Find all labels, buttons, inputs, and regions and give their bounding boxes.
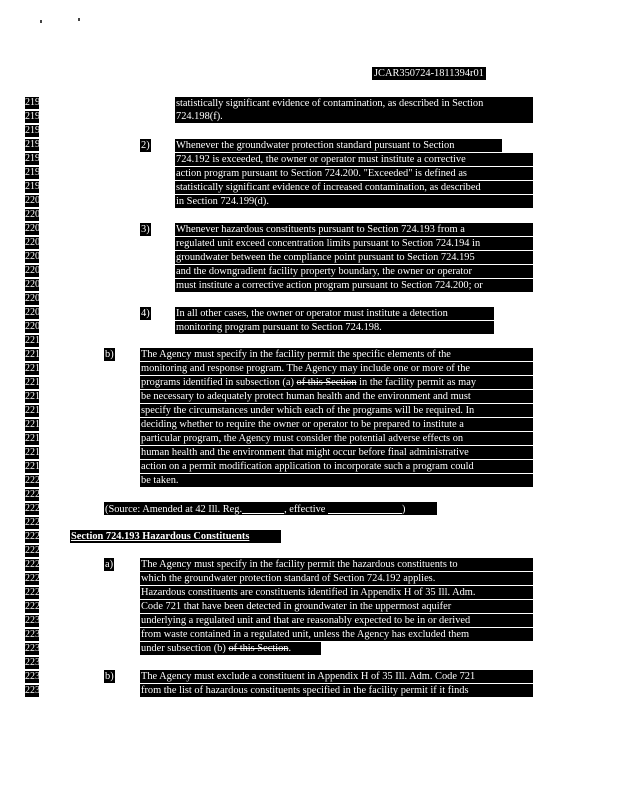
para-b-line: deciding whether to require the owner or operator to be prepared to institute a [140, 418, 533, 431]
line-number: 2211 [25, 349, 45, 360]
line-number: 2218 [25, 447, 45, 458]
para-c3-line: groundwater between the compliance point pursuant to Section 724.195 [175, 251, 533, 264]
para-sb-line: The Agency must exclude a constituent in Appendix H of 35 Ill. Adm. Code 721 [140, 670, 533, 683]
source-prefix: (Source: Amended at 42 Ill. Reg. [105, 504, 243, 515]
line-number: 2217 [25, 433, 45, 444]
line-number: 2227 [25, 573, 45, 584]
line-number: 2196 [25, 139, 45, 150]
para-b-label: b) [105, 349, 114, 360]
source-mid: , effective [284, 504, 326, 515]
line-number: 2222 [25, 503, 45, 514]
line-number: 2199 [25, 181, 45, 192]
line-number: 2216 [25, 419, 45, 430]
para-c2-line: Whenever the groundwater protection standard pursuant to Section [175, 139, 502, 152]
line-number: 2197 [25, 153, 45, 164]
line-number: 2233 [25, 657, 45, 668]
para-b-line: human health and the environment that might occur before final administrative [140, 446, 533, 459]
line-number: 2220 [25, 475, 45, 486]
para-sa-line: The Agency must specify in the facility permit the hazardous constituents to [140, 558, 533, 571]
para-b-line: particular program, the Agency must consider the potential adverse effects on [140, 432, 533, 445]
line-number: 2195 [25, 125, 45, 136]
line-number: 2194 [25, 111, 45, 122]
para-c2-line: in Section 724.199(d). [175, 195, 533, 208]
line-number: 2231 [25, 629, 45, 640]
para-c4-label: 4) [141, 308, 150, 319]
line-number: 2214 [25, 391, 45, 402]
line-number: 2230 [25, 615, 45, 626]
source-suffix: ) [402, 504, 406, 515]
para-c2-line: 724.192 is exceeded, the owner or operator must institute a corrective [175, 153, 533, 166]
para-b-line: specify the circumstances under which each of the programs will be required. In [140, 404, 533, 417]
line-number: 2219 [25, 461, 45, 472]
para-sa-line: Hazardous constituents are constituents identified in Appendix H of 35 Ill. Adm. [140, 586, 533, 599]
section-title: Section 724.193 Hazardous Constituents [70, 530, 281, 543]
line-number: 2232 [25, 643, 45, 654]
line-number: 2213 [25, 377, 45, 388]
line-number: 2235 [25, 685, 45, 696]
struck-text: of this Section [228, 643, 289, 654]
line-number: 2206 [25, 279, 45, 290]
source-note [104, 502, 437, 515]
blank-field [328, 502, 402, 514]
para-c4-line: In all other cases, the owner or operator must institute a detection [175, 307, 494, 320]
para-c4-line: monitoring program pursuant to Section 724.198. [175, 321, 494, 334]
line-number: 2223 [25, 517, 45, 528]
para-sa-label: a) [105, 559, 114, 570]
para-c3-label: 3) [141, 224, 150, 235]
line-number: 2204 [25, 251, 45, 262]
blank-field [242, 502, 284, 514]
para-c1-line: 724.198(f). [175, 110, 533, 123]
document-code: JCAR350724-1811394r01 [374, 68, 484, 79]
line-number: 2224 [25, 531, 45, 542]
line-number: 2193 [25, 97, 45, 108]
text-kept: under subsection (b) [141, 643, 229, 654]
line-number: 2203 [25, 237, 45, 248]
para-b-line: be taken. [140, 474, 533, 487]
para-b-line: The Agency must specify in the facility permit the specific elements of the [140, 348, 533, 361]
para-c2-label: 2) [141, 140, 150, 151]
line-number: 2198 [25, 167, 45, 178]
line-number: 2229 [25, 601, 45, 612]
para-b-line: monitoring and response program. The Agency may include one or more of the [140, 362, 533, 375]
line-number: 2228 [25, 587, 45, 598]
line-number: 2215 [25, 405, 45, 416]
line-number: 2202 [25, 223, 45, 234]
line-number: 2209 [25, 321, 45, 332]
para-b-line-amended [140, 376, 533, 389]
line-number: 2212 [25, 363, 45, 374]
text-kept: . [288, 643, 292, 654]
line-number: 2208 [25, 307, 45, 318]
para-b-line: action on a permit modification application to incorporate such a program could [140, 460, 533, 473]
para-sa-line-amended [140, 642, 321, 655]
line-number: 2226 [25, 559, 45, 570]
para-c1-line: statistically significant evidence of contamination, as described in Section [175, 97, 533, 110]
para-b-line: be necessary to adequately protect human health and the environment and must [140, 390, 533, 403]
para-sa-line: from waste contained in a regulated unit, unless the Agency has excluded them [140, 628, 533, 641]
para-c3-line: Whenever hazardous constituents pursuant to Section 724.193 from a [175, 223, 533, 236]
text-kept: in the facility permit as may [356, 377, 477, 388]
para-c2-line: statistically significant evidence of increased contamination, as described [175, 181, 533, 194]
para-sa-line: which the groundwater protection standard of Section 724.192 applies. [140, 572, 533, 585]
line-number: 2200 [25, 195, 45, 206]
line-number: 2225 [25, 545, 45, 556]
line-number: 2201 [25, 209, 45, 220]
para-sb-line: from the list of hazardous constituents specified in the facility permit if it finds [140, 684, 533, 697]
line-number: 2210 [25, 335, 45, 346]
line-number: 2234 [25, 671, 45, 682]
line-number: 2205 [25, 265, 45, 276]
text-kept: programs identified in subsection (a) [141, 377, 297, 388]
line-number: 2207 [25, 293, 45, 304]
scan-specks [40, 14, 100, 24]
para-c3-line: and the downgradient facility property boundary, the owner or operator [175, 265, 533, 278]
struck-text: of this Section [296, 377, 357, 388]
para-sa-line: Code 721 that have been detected in groundwater in the uppermost aquifer [140, 600, 533, 613]
para-c3-line: must institute a corrective action program pursuant to Section 724.200; or [175, 279, 533, 292]
para-c3-line: regulated unit exceed concentration limits pursuant to Section 724.194 in [175, 237, 533, 250]
para-sb-label: b) [105, 671, 114, 682]
para-c2-line: action program pursuant to Section 724.200. "Exceeded" is defined as [175, 167, 533, 180]
para-sa-line: underlying a regulated unit and that are reasonably expected to be in or derived [140, 614, 533, 627]
line-number: 2221 [25, 489, 45, 500]
